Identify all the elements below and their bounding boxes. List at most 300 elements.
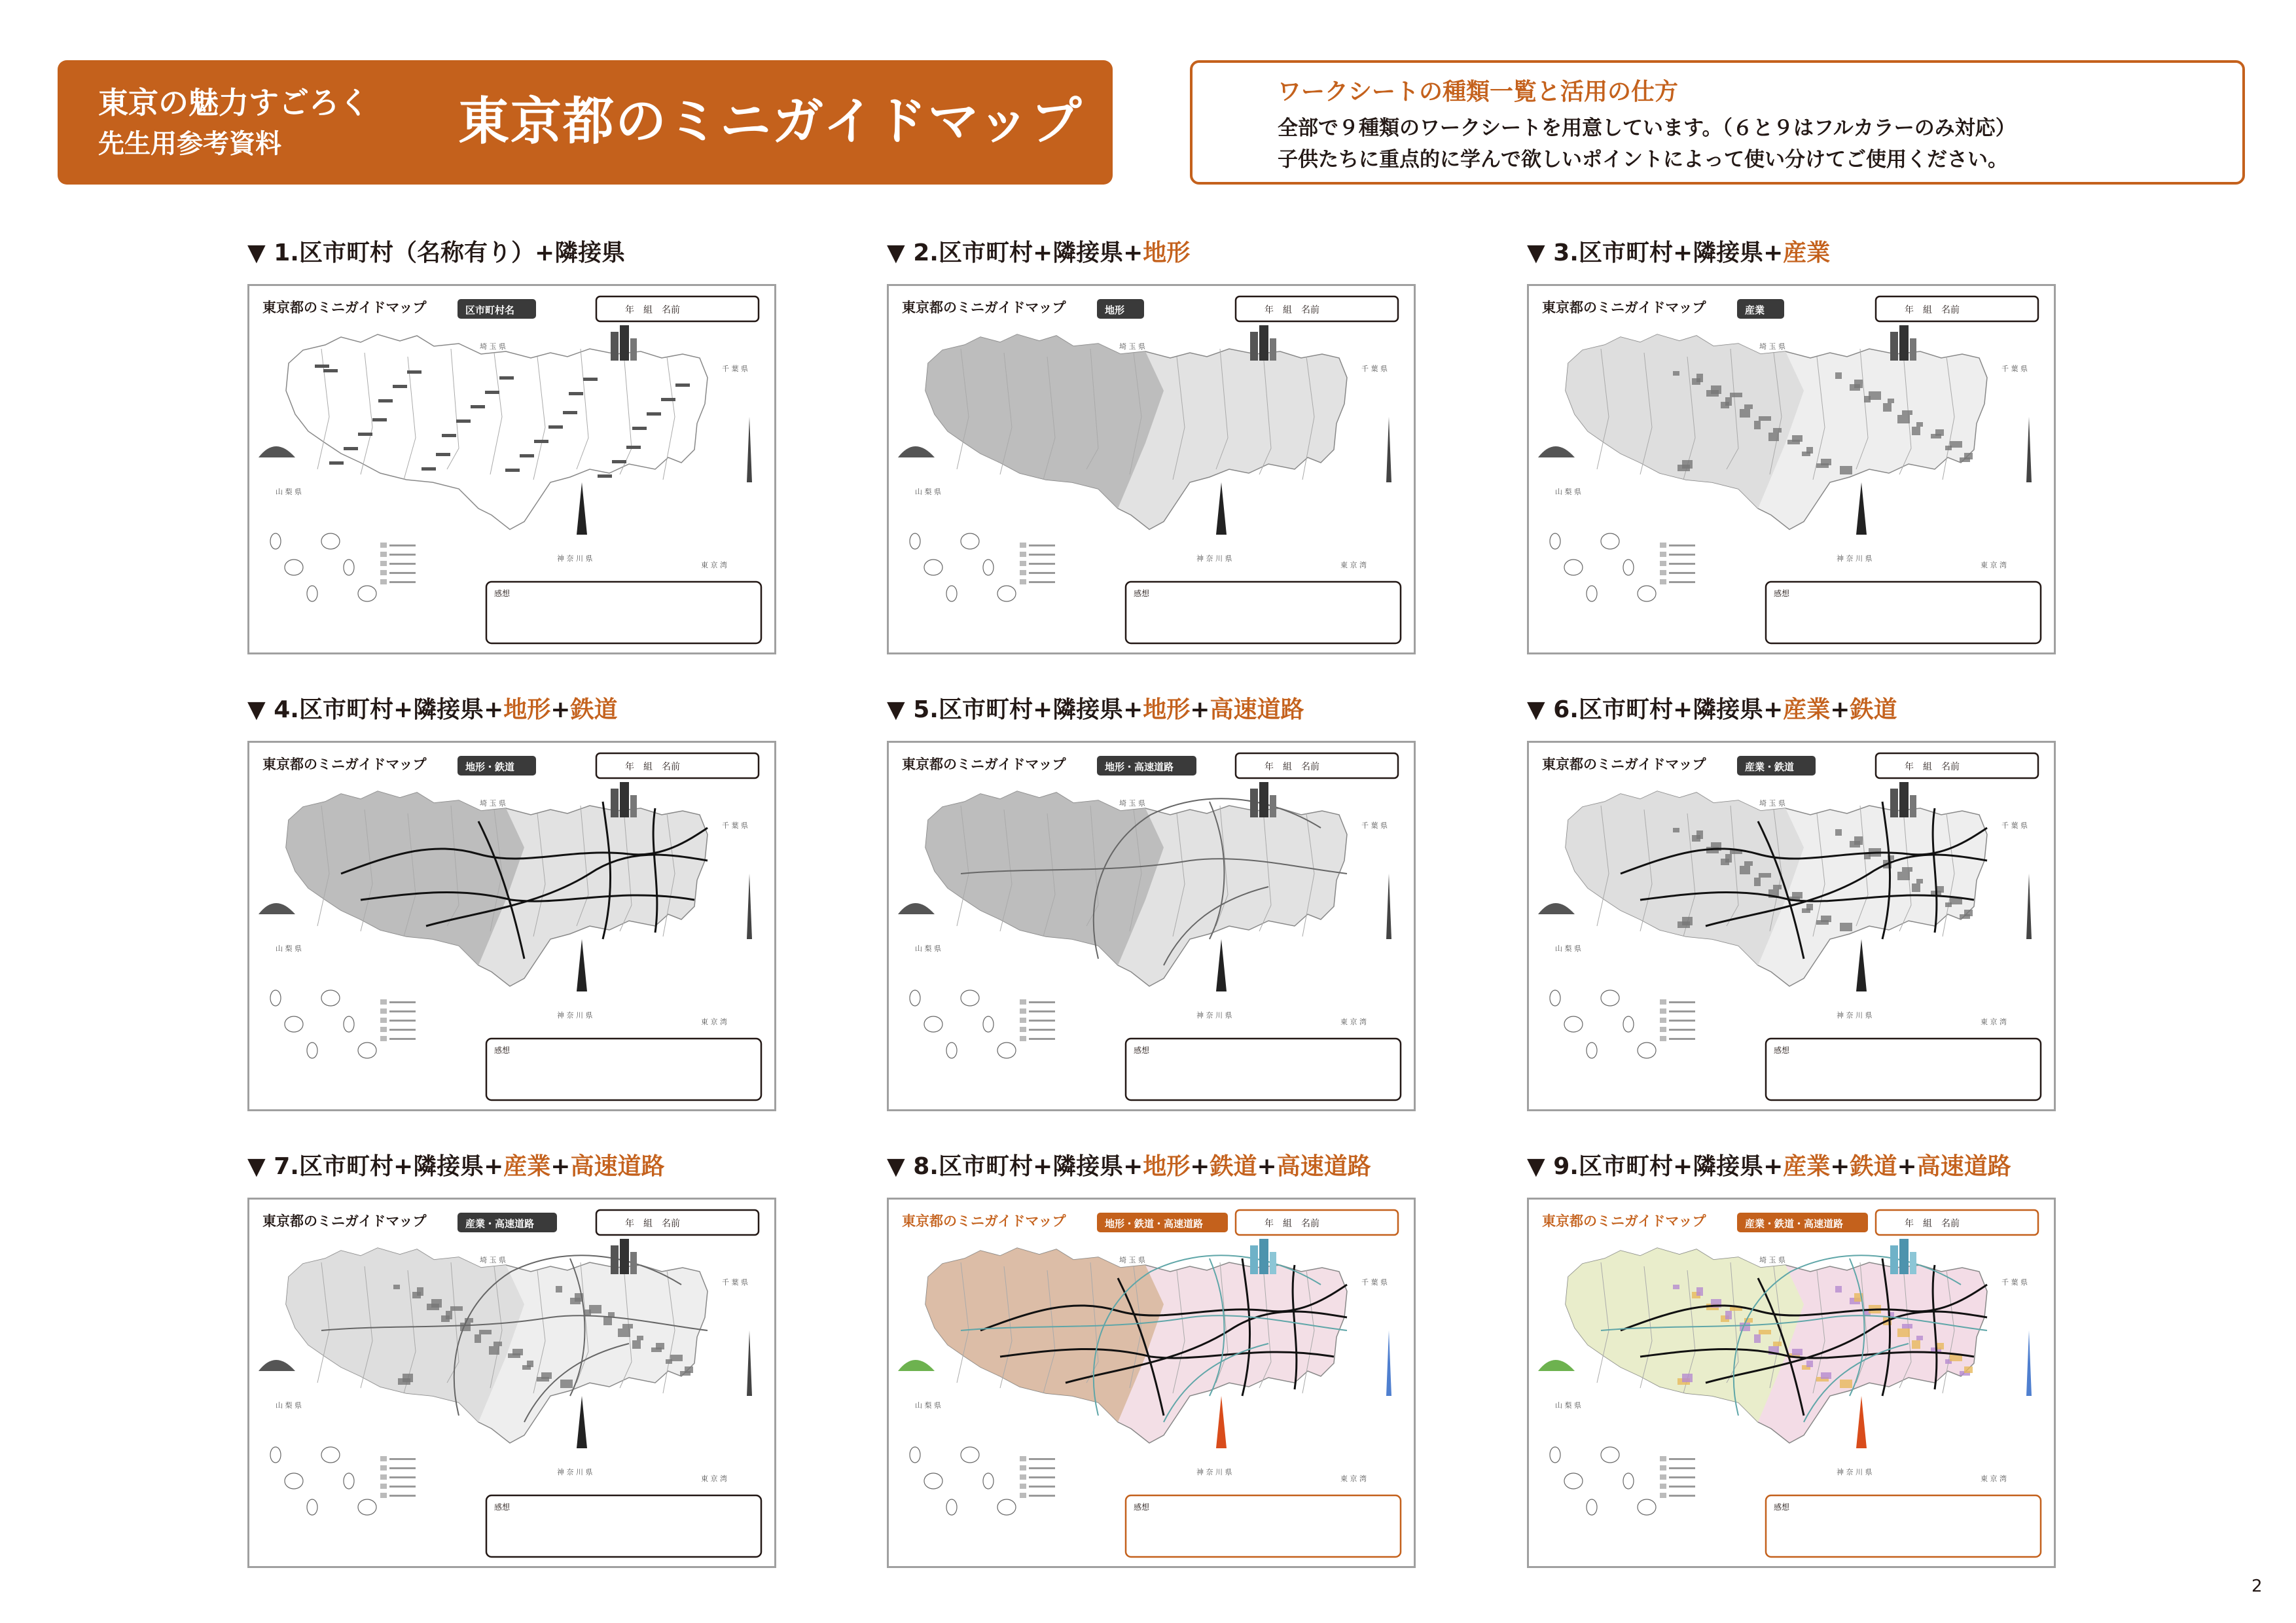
- worksheet-map: [249, 286, 774, 652]
- skyscraper-icon: [1899, 782, 1909, 817]
- municipal-name-mark: [378, 399, 393, 402]
- legend-text-mark: [389, 1029, 416, 1031]
- industry-area: [1840, 1380, 1852, 1388]
- worksheet-heading-8: [887, 1152, 1371, 1182]
- skyscraper-icon: [1259, 782, 1268, 817]
- industry-area: [1768, 433, 1779, 441]
- sheet-title: 東京都のミニガイドマップ: [902, 757, 1066, 772]
- legend-text-mark: [1669, 581, 1695, 583]
- worksheet-thumbnail-8: [887, 1198, 1416, 1568]
- island-outline: [961, 533, 979, 549]
- legend-swatch: [1020, 543, 1026, 548]
- heading-text: ▼ 8.区市町村+隣接県+: [887, 1153, 1143, 1180]
- industry-area: [1950, 898, 1962, 904]
- industry-area: [1902, 410, 1912, 415]
- info-box: [1190, 60, 2245, 185]
- name-box-label: 年 組 名前: [1265, 1219, 1319, 1229]
- industry-area: [1673, 371, 1679, 376]
- industry-area: [475, 1334, 481, 1343]
- island-outline: [344, 1016, 354, 1032]
- industry-area: [1835, 829, 1842, 836]
- island-outline: [997, 1043, 1016, 1058]
- worksheet-heading-1: [247, 238, 625, 268]
- legend-swatch: [1020, 561, 1026, 566]
- industry-area: [632, 1340, 641, 1349]
- island-outline: [924, 560, 942, 575]
- municipal-name-mark: [569, 392, 583, 395]
- sheet-label: 区市町村名: [465, 304, 515, 316]
- legend-text-mark: [1669, 1010, 1695, 1012]
- heading-text: +: [1830, 696, 1850, 723]
- industry-area: [446, 1311, 452, 1319]
- sheet-label: 地形: [1105, 304, 1125, 316]
- label-kanagawa: 神 奈 川 県: [1837, 1011, 1873, 1020]
- sheet-title: 東京都のミニガイドマップ: [1542, 1213, 1706, 1229]
- skyscraper-icon: [1899, 1239, 1909, 1274]
- impressions-label: 感想: [1134, 589, 1150, 598]
- industry-area: [1744, 861, 1753, 866]
- skyscraper-icon: [1259, 1239, 1268, 1274]
- legend-swatch: [380, 552, 387, 557]
- industry-area: [1935, 429, 1944, 436]
- impressions-label: 感想: [1774, 1046, 1790, 1055]
- heading-highlight: 地形: [1143, 240, 1191, 266]
- worksheet-heading-5: [887, 695, 1304, 725]
- tokyo-tower-icon: [1856, 1396, 1867, 1448]
- industry-area: [1806, 904, 1813, 910]
- industry-area: [1897, 415, 1910, 423]
- industry-area: [685, 1366, 693, 1373]
- legend-text-mark: [1669, 544, 1695, 546]
- municipal-name-mark: [626, 446, 641, 449]
- label-chiba: 千 葉 県: [2001, 1278, 2028, 1287]
- legend-swatch: [380, 1465, 387, 1471]
- heading-highlight: 地形: [503, 696, 551, 723]
- municipal-name-mark: [315, 365, 329, 368]
- name-box-label: 年 組 名前: [1265, 762, 1319, 772]
- impressions-box: [1766, 1039, 2041, 1100]
- sheet-title: 東京都のミニガイドマップ: [262, 757, 427, 772]
- heading-text: +: [1190, 1153, 1210, 1180]
- skytree-icon: [1386, 1330, 1391, 1396]
- label-chiba: 千 葉 県: [722, 1278, 748, 1287]
- label-chiba: 千 葉 県: [1361, 1278, 1388, 1287]
- skyscraper-icon: [1890, 332, 1898, 361]
- legend-swatch: [1020, 1018, 1026, 1023]
- industry-area: [1916, 1336, 1923, 1340]
- legend-text-mark: [1669, 1467, 1695, 1469]
- industry-area: [1897, 1329, 1910, 1337]
- legend-swatch: [1660, 570, 1666, 575]
- skyscraper-icon: [611, 332, 619, 361]
- heading-highlight: 鉄道: [1850, 696, 1897, 723]
- island-outline: [270, 1447, 281, 1463]
- sheet-title: 東京都のミニガイドマップ: [1542, 757, 1706, 772]
- heading-highlight: 産業: [503, 1153, 551, 1180]
- skyscraper-icon: [1270, 795, 1276, 817]
- municipal-name-mark: [436, 453, 450, 456]
- legend-swatch: [1020, 1036, 1026, 1041]
- heading-highlight: 地形: [1143, 1153, 1191, 1180]
- worksheet-thumbnail-1: [247, 284, 776, 654]
- heading-highlight: 鉄道: [1210, 1153, 1257, 1180]
- worksheet-thumbnail-9: [1527, 1198, 2056, 1568]
- industry-area: [1897, 872, 1910, 880]
- mountain-icon: [898, 903, 935, 914]
- legend-swatch: [380, 579, 387, 584]
- legend-text-mark: [1669, 1029, 1695, 1031]
- island-outline: [961, 990, 979, 1006]
- skytree-icon: [1386, 417, 1391, 482]
- skyscraper-icon: [630, 795, 637, 817]
- heading-text: ▼ 6.区市町村+隣接県+: [1527, 696, 1784, 723]
- heading-highlight: 高速道路: [1276, 1153, 1371, 1180]
- impressions-label: 感想: [1134, 1046, 1150, 1055]
- mountain-icon: [259, 1360, 295, 1371]
- worksheet-heading-6: [1527, 695, 1897, 725]
- heading-text: +: [1190, 696, 1210, 723]
- municipal-name-mark: [598, 474, 612, 478]
- industry-area: [1759, 873, 1771, 878]
- industry-area: [1725, 854, 1732, 863]
- municipal-name-mark: [612, 460, 626, 463]
- label-tokyo-bay: 東 京 湾: [1981, 1474, 2007, 1483]
- label-yamanashi: 山 梨 県: [276, 488, 302, 496]
- island-outline: [307, 586, 317, 601]
- worksheet-map: [249, 743, 774, 1109]
- island-outline: [1587, 1043, 1597, 1058]
- heading-highlight: 産業: [1783, 240, 1831, 266]
- legend-swatch: [1020, 1456, 1026, 1461]
- sheet-label: 産業: [1745, 304, 1765, 316]
- mountain-icon: [259, 903, 295, 914]
- legend-text-mark: [1029, 1020, 1055, 1022]
- industry-area: [417, 1287, 423, 1296]
- industry-area: [489, 1346, 499, 1355]
- tokyo-map: [1566, 791, 1987, 986]
- industry-area: [1854, 836, 1863, 845]
- industry-area: [1806, 1361, 1813, 1367]
- legend-swatch: [1020, 1465, 1026, 1471]
- impressions-box: [1126, 1039, 1401, 1100]
- label-yamanashi: 山 梨 県: [276, 1401, 302, 1410]
- mountain-icon: [259, 446, 295, 457]
- legend-swatch: [1660, 552, 1666, 557]
- impressions-box: [1766, 582, 2041, 643]
- island-outline: [1550, 1447, 1560, 1463]
- industry-area: [603, 1317, 612, 1325]
- legend-text-mark: [1029, 581, 1055, 583]
- legend-text-mark: [1029, 1038, 1055, 1040]
- skyscraper-icon: [620, 782, 629, 817]
- tokyo-outline: [286, 334, 708, 529]
- legend-swatch: [1020, 570, 1026, 575]
- worksheet-heading-4: [247, 695, 617, 725]
- series-subtitle: 先生用参考資料: [98, 129, 281, 159]
- heading-highlight: 地形: [1143, 696, 1191, 723]
- skyscraper-icon: [1890, 1245, 1898, 1274]
- label-tokyo-bay: 東 京 湾: [1340, 561, 1367, 569]
- industry-area: [622, 1324, 633, 1329]
- municipal-name-mark: [344, 447, 358, 450]
- industry-area: [1711, 385, 1721, 394]
- worksheet-map: [249, 1200, 774, 1566]
- worksheet-heading-7: [247, 1152, 664, 1182]
- industry-area: [1902, 1324, 1912, 1329]
- legend-text-mark: [1029, 554, 1055, 556]
- tokyo-tower-icon: [1216, 1396, 1227, 1448]
- mountain-icon: [898, 446, 935, 457]
- legend-swatch: [380, 999, 387, 1005]
- label-kanagawa: 神 奈 川 県: [1837, 554, 1873, 563]
- industry-area: [560, 1380, 573, 1388]
- industry-area: [1740, 409, 1750, 418]
- heading-text: +: [1257, 1153, 1277, 1180]
- label-chiba: 千 葉 県: [2001, 365, 2028, 373]
- label-chiba: 千 葉 県: [1361, 365, 1388, 373]
- heading-text: ▼ 1.区市町村（名称有り）+隣接県: [247, 240, 626, 266]
- island-outline: [344, 1473, 354, 1489]
- industry-area: [527, 1361, 533, 1367]
- info-line-1: 全部で９種類のワークシートを用意しています。（６と９はフルカラーのみ対応）: [1278, 116, 2016, 140]
- legend-swatch: [380, 1036, 387, 1041]
- label-kanagawa: 神 奈 川 県: [1196, 1011, 1232, 1020]
- legend-swatch: [1020, 1474, 1026, 1480]
- title-banner: [58, 60, 1113, 185]
- heading-highlight: 高速道路: [1916, 1153, 2011, 1180]
- island-outline: [285, 1473, 303, 1489]
- island-outline: [285, 560, 303, 575]
- legend-swatch: [1660, 1465, 1666, 1471]
- label-yamanashi: 山 梨 県: [915, 1401, 941, 1410]
- legend-text-mark: [1669, 563, 1695, 565]
- island-outline: [1564, 1473, 1583, 1489]
- impressions-label: 感想: [1774, 1503, 1790, 1512]
- tokyo-map: [925, 791, 1347, 986]
- island-outline: [946, 1043, 957, 1058]
- municipal-name-mark: [505, 469, 520, 472]
- island-outline: [358, 1043, 376, 1058]
- legend-swatch: [1660, 579, 1666, 584]
- legend-swatch: [1660, 1456, 1666, 1461]
- tokyo-map: [286, 334, 708, 529]
- industry-area: [656, 1343, 664, 1349]
- label-yamanashi: 山 梨 県: [915, 944, 941, 953]
- industry-area: [1883, 403, 1892, 412]
- label-chiba: 千 葉 県: [1361, 821, 1388, 830]
- terrain-west: [1566, 1248, 1804, 1422]
- label-chiba: 千 葉 県: [722, 821, 748, 830]
- industry-area: [493, 1342, 502, 1346]
- label-yamanashi: 山 梨 県: [1555, 1401, 1581, 1410]
- label-saitama: 埼 玉 県: [1119, 799, 1145, 808]
- industry-area: [589, 1305, 601, 1313]
- worksheet-map: [889, 1200, 1414, 1566]
- skytree-icon: [747, 1330, 752, 1396]
- name-box-label: 年 組 名前: [625, 305, 680, 315]
- industry-area: [479, 1330, 492, 1334]
- legend-text-mark: [1669, 554, 1695, 556]
- label-kanagawa: 神 奈 川 県: [557, 554, 593, 563]
- industry-area: [637, 1336, 643, 1340]
- legend-swatch: [380, 1484, 387, 1489]
- heading-highlight: 産業: [1783, 696, 1831, 723]
- impressions-label: 感想: [494, 1503, 511, 1512]
- municipal-name-mark: [456, 419, 471, 423]
- worksheet-map: [889, 286, 1414, 652]
- island-outline: [910, 990, 920, 1006]
- legend-swatch: [1020, 1027, 1026, 1032]
- label-kanagawa: 神 奈 川 県: [557, 1468, 593, 1476]
- industry-area: [1821, 1372, 1831, 1379]
- municipal-name-mark: [393, 385, 407, 388]
- legend-swatch: [380, 561, 387, 566]
- worksheet-map: [1529, 286, 2054, 652]
- skyscraper-icon: [1270, 338, 1276, 361]
- island-outline: [1601, 533, 1619, 549]
- worksheet-thumbnail-2: [887, 284, 1416, 654]
- legend-text-mark: [389, 1458, 416, 1460]
- industry-area: [1792, 892, 1803, 899]
- legend-text-mark: [1029, 1001, 1055, 1003]
- industry-area: [1821, 916, 1831, 922]
- industry-area: [1682, 1374, 1693, 1382]
- tokyo-tower-icon: [1216, 482, 1227, 535]
- skyscraper-icon: [1259, 325, 1268, 361]
- worksheet-map: [1529, 1200, 2054, 1566]
- island-outline: [1587, 586, 1597, 601]
- island-outline: [1638, 1043, 1656, 1058]
- legend-text-mark: [1029, 563, 1055, 565]
- worksheet-heading-9: [1527, 1152, 2011, 1182]
- municipal-name-mark: [323, 369, 338, 372]
- industry-area: [1673, 828, 1679, 832]
- skyscraper-icon: [620, 325, 629, 361]
- industry-area: [670, 1355, 683, 1361]
- island-outline: [997, 1499, 1016, 1515]
- island-outline: [946, 1499, 957, 1515]
- label-tokyo-bay: 東 京 湾: [1981, 561, 2007, 569]
- island-outline: [321, 533, 340, 549]
- industry-area: [1835, 1286, 1842, 1293]
- label-saitama: 埼 玉 県: [1119, 342, 1145, 351]
- worksheet-thumbnail-5: [887, 741, 1416, 1111]
- impressions-box: [1766, 1495, 2041, 1557]
- skyscraper-icon: [630, 1252, 637, 1274]
- impressions-label: 感想: [1774, 589, 1790, 598]
- island-outline: [321, 990, 340, 1006]
- industry-area: [1912, 883, 1920, 892]
- industry-area: [1754, 421, 1761, 429]
- legend-text-mark: [1029, 572, 1055, 574]
- industry-area: [1912, 427, 1920, 435]
- municipal-name-mark: [563, 411, 577, 414]
- impressions-box: [486, 1039, 761, 1100]
- legend-swatch: [380, 1008, 387, 1014]
- impressions-label: 感想: [1134, 1503, 1150, 1512]
- legend-text-mark: [1669, 1458, 1695, 1460]
- skyscraper-icon: [611, 1245, 619, 1274]
- island-outline: [1638, 1499, 1656, 1515]
- tokyo-map: [925, 334, 1347, 529]
- industry-area: [1964, 453, 1973, 459]
- heading-highlight: 高速道路: [570, 1153, 665, 1180]
- legend-text-mark: [1669, 1001, 1695, 1003]
- industry-area: [556, 1286, 562, 1293]
- worksheet-map: [889, 743, 1414, 1109]
- industry-area: [1806, 447, 1813, 454]
- industry-area: [1759, 416, 1771, 421]
- municipal-name-mark: [583, 378, 598, 381]
- sheet-label: 産業・高速道路: [465, 1218, 535, 1230]
- skyscraper-icon: [1890, 789, 1898, 817]
- sheet-title: 東京都のミニガイドマップ: [902, 1213, 1066, 1229]
- sheet-label: 地形・高速道路: [1105, 761, 1174, 773]
- legend-text-mark: [1669, 1495, 1695, 1497]
- legend-text-mark: [1669, 1476, 1695, 1478]
- skytree-icon: [747, 417, 752, 482]
- skytree-icon: [2026, 417, 2032, 482]
- industry-area: [1916, 879, 1923, 883]
- terrain-west: [1566, 334, 1804, 508]
- industry-area: [1854, 380, 1863, 388]
- legend-text-mark: [389, 1038, 416, 1040]
- industry-area: [1792, 435, 1803, 442]
- island-outline: [910, 1447, 920, 1463]
- municipal-name-mark: [442, 434, 456, 437]
- page-title: 東京都のミニガイドマップ: [458, 92, 1083, 151]
- island-outline: [1601, 1447, 1619, 1463]
- label-chiba: 千 葉 県: [722, 365, 748, 373]
- sheet-label: 地形・鉄道・高速道路: [1105, 1218, 1204, 1230]
- island-outline: [1550, 533, 1560, 549]
- impressions-box: [1126, 1495, 1401, 1557]
- municipal-name-mark: [520, 454, 534, 457]
- tokyo-tower-icon: [1856, 482, 1867, 535]
- industry-area: [403, 1374, 413, 1382]
- legend-swatch: [1020, 579, 1026, 584]
- industry-area: [1840, 923, 1852, 931]
- label-kanagawa: 神 奈 川 県: [1196, 554, 1232, 563]
- label-yamanashi: 山 梨 県: [915, 488, 941, 496]
- tokyo-tower-icon: [1216, 939, 1227, 991]
- island-outline: [1623, 560, 1634, 575]
- skytree-icon: [747, 874, 752, 939]
- legend-text-mark: [389, 563, 416, 565]
- label-kanagawa: 神 奈 川 県: [1837, 1468, 1873, 1476]
- legend-swatch: [1020, 552, 1026, 557]
- industry-area: [450, 1306, 463, 1311]
- worksheet-thumbnail-4: [247, 741, 776, 1111]
- legend-swatch: [1660, 543, 1666, 548]
- municipal-name-mark: [548, 425, 563, 429]
- skyscraper-icon: [630, 338, 637, 361]
- island-outline: [1564, 1016, 1583, 1032]
- island-outline: [1623, 1473, 1634, 1489]
- tokyo-map: [1566, 334, 1987, 529]
- label-tokyo-bay: 東 京 湾: [1340, 1018, 1367, 1026]
- worksheet-heading-2: [887, 238, 1190, 268]
- label-tokyo-bay: 東 京 湾: [701, 561, 727, 569]
- island-outline: [997, 586, 1016, 601]
- legend-text-mark: [389, 1001, 416, 1003]
- name-box-label: 年 組 名前: [625, 762, 680, 772]
- industry-area: [1725, 1311, 1732, 1319]
- skyscraper-icon: [1250, 332, 1258, 361]
- municipal-name-mark: [534, 440, 548, 443]
- heading-text: ▼ 5.区市町村+隣接県+: [887, 696, 1143, 723]
- label-yamanashi: 山 梨 県: [276, 944, 302, 953]
